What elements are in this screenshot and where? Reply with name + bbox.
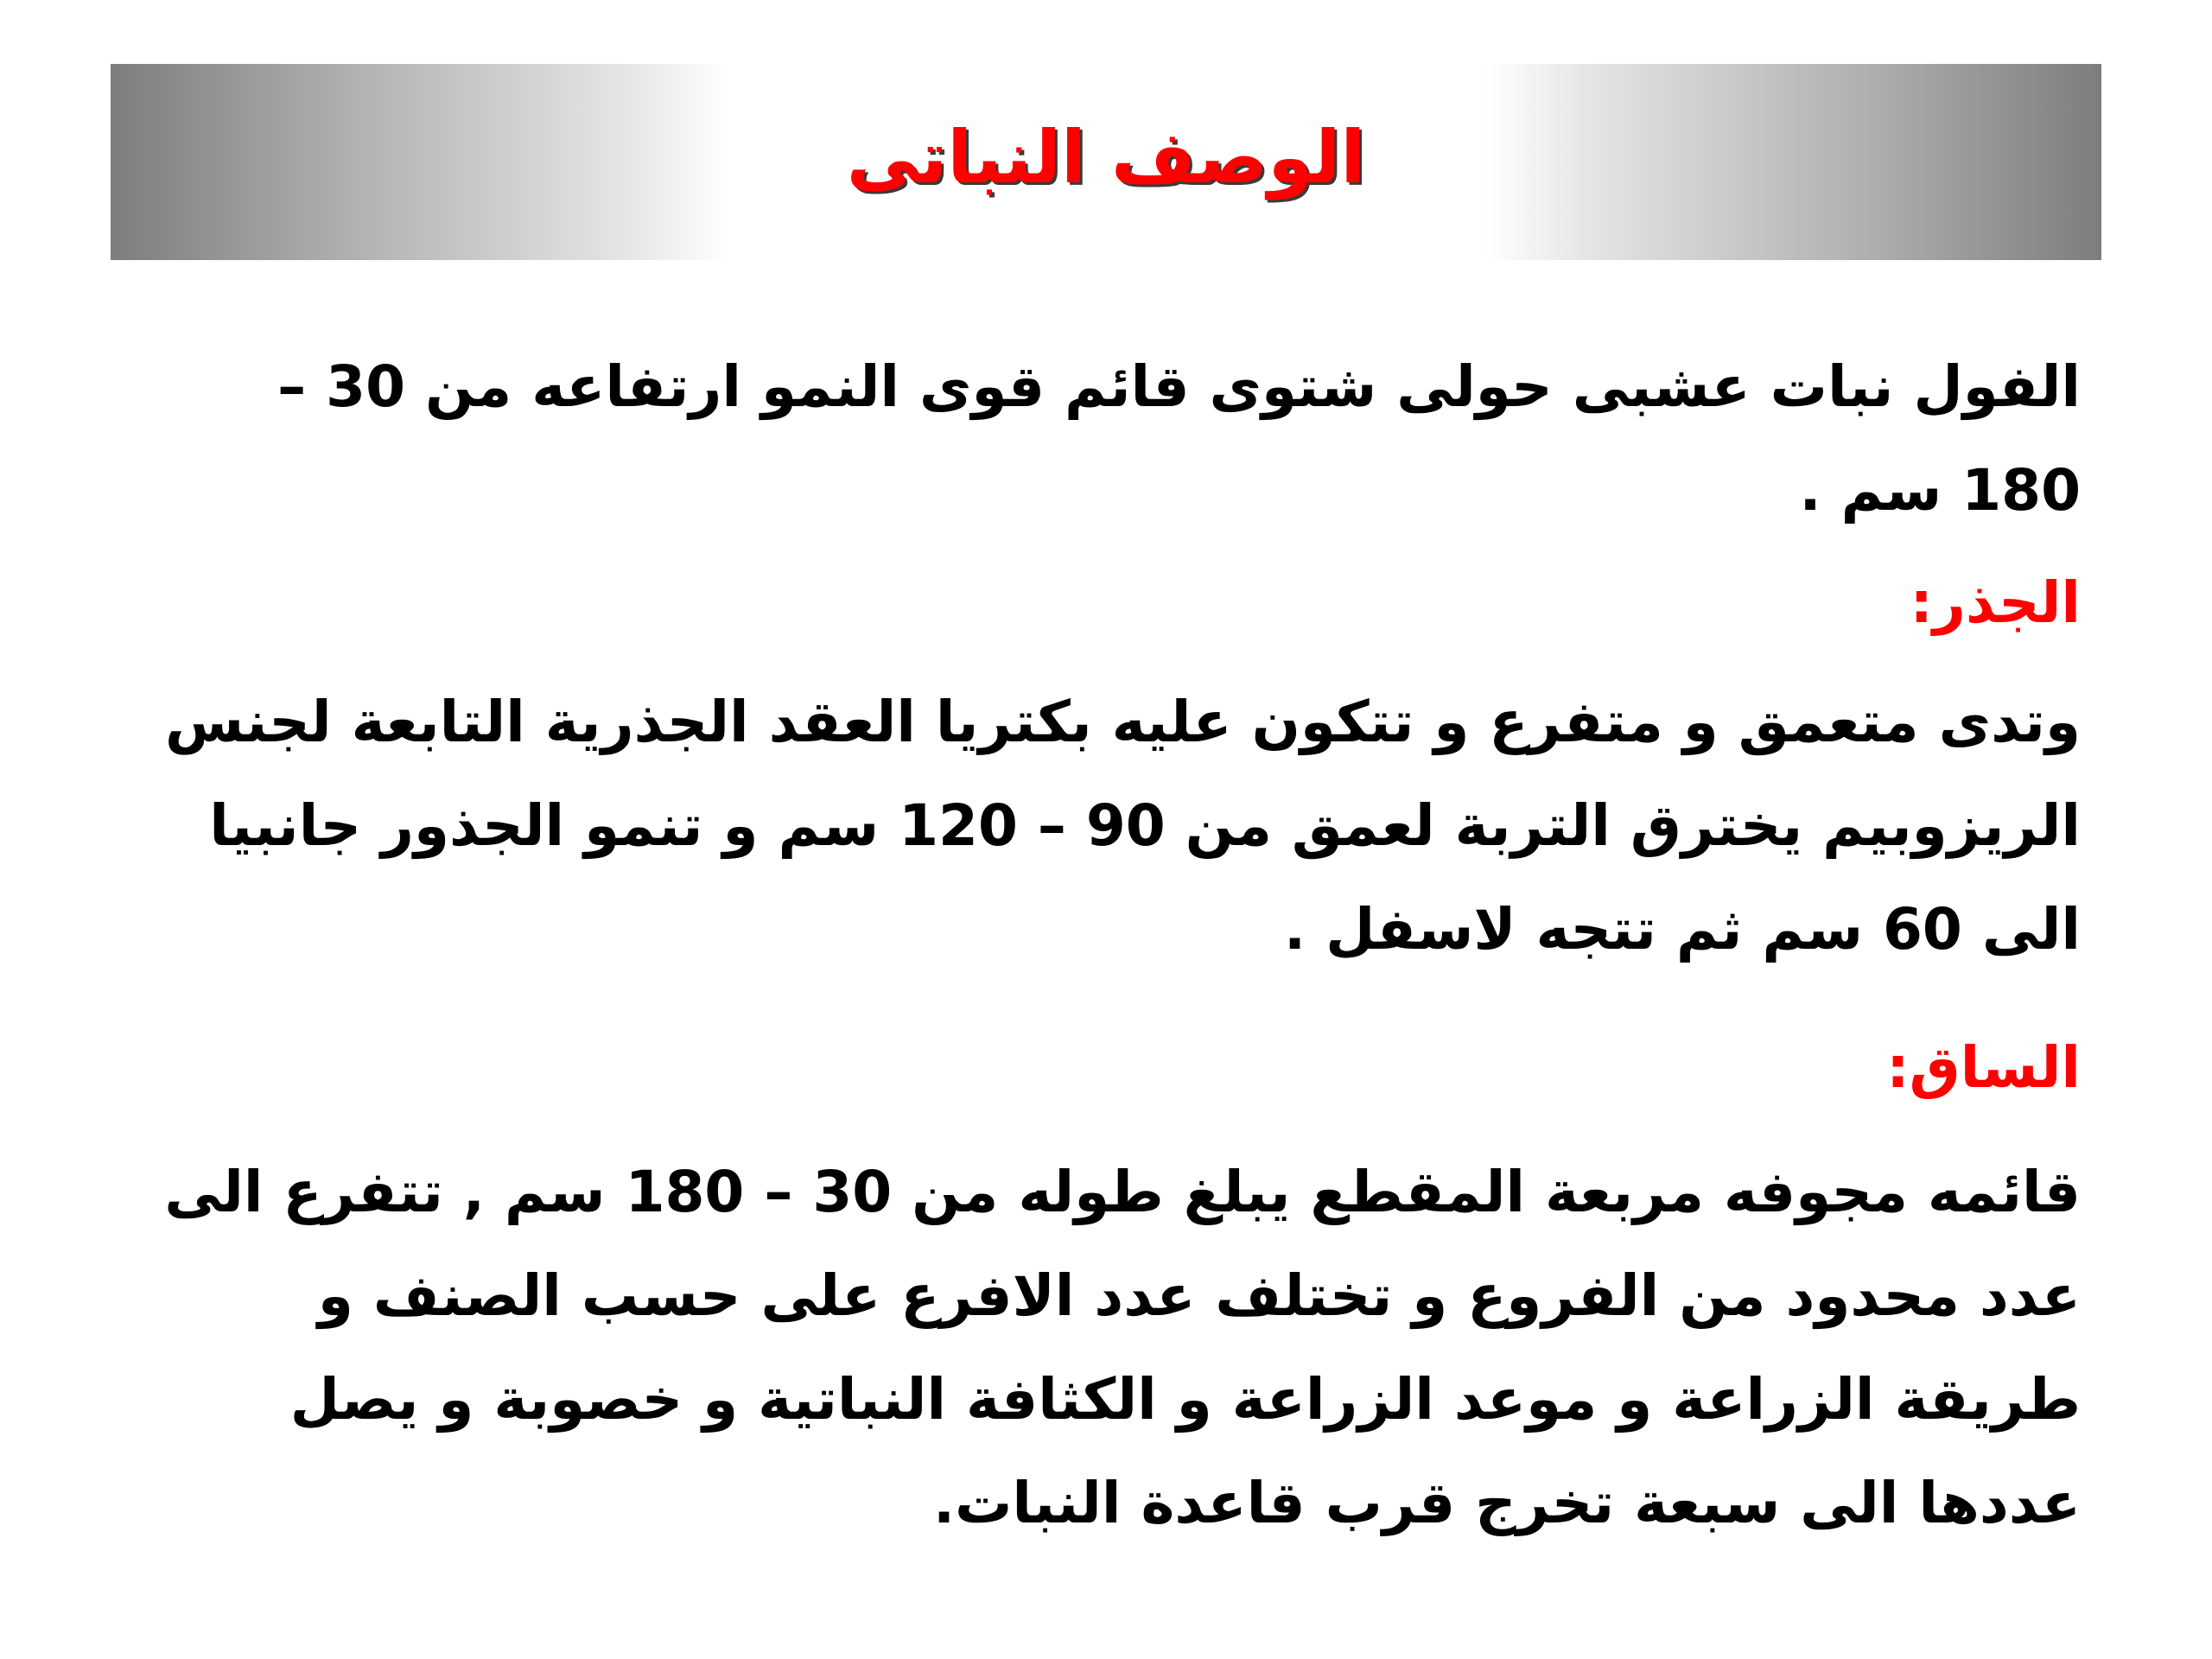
- root-paragraph: وتدى متعمق و متفرع و تتكون عليه بكتريا العقد الجذرية التابعة لجنس الريزوبيم يخترق التربة لعمق من 90 – 120 سم و تنمو الجذور جانبيا الى 60 سم ثم تتجه لاسفل .: [165, 689, 2081, 963]
- stem-paragraph: قائمه مجوفه مربعة المقطع يبلغ طوله من 30 – 180 سم , تتفرع الى عدد محدود من الفروع و تختلف عدد الافرع على حسب الصنف و طريقة الزراعة و موعد الزراعة و الكثافة النباتية و خصوبة و يصل عددها الى سبعة تخرج قرب قاعدة النبات.: [164, 1159, 2081, 1536]
- root-heading: الجذر:: [1910, 569, 2081, 636]
- stem-heading: الساق:: [1886, 1034, 2081, 1101]
- title-bar: [111, 64, 2101, 260]
- slide-title: الوصف النباتى: [846, 114, 1366, 200]
- intro-paragraph: الفول نبات عشبى حولى شتوى قائم قوى النمو ارتفاعه من 30 – 180 سم .: [277, 353, 2081, 524]
- slide-content: [156, 335, 2081, 1555]
